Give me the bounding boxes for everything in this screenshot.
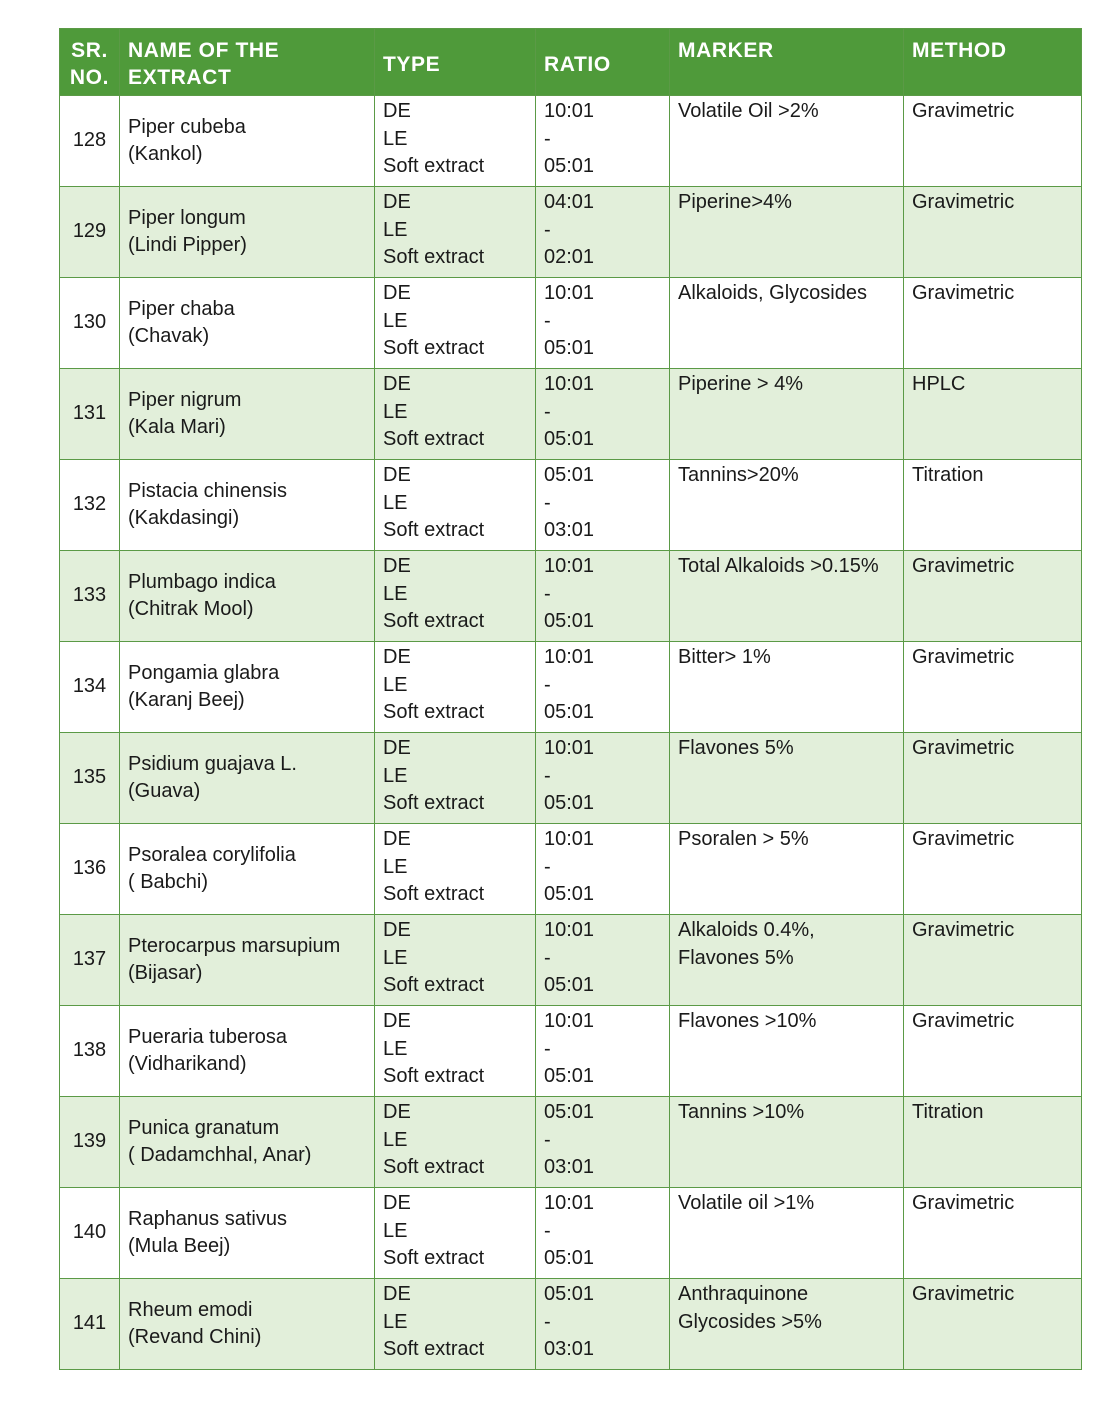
method-cell xyxy=(904,1097,1082,1188)
sr-no-cell xyxy=(60,460,120,551)
header-ratio xyxy=(536,29,670,96)
header-method xyxy=(904,29,1082,96)
ratio-item: 10:01 xyxy=(544,646,595,668)
type-item: LE xyxy=(383,218,408,241)
marker-cell xyxy=(670,369,904,460)
method-text: HPLC xyxy=(912,373,966,395)
table-row xyxy=(60,1188,1082,1279)
sr-no: 130 xyxy=(72,311,107,334)
ratio-cell xyxy=(536,278,670,369)
table-row xyxy=(60,369,1082,460)
header-name-line-2: EXTRACT xyxy=(128,66,232,89)
ratio-item: - xyxy=(544,127,551,150)
marker-cell xyxy=(670,642,904,733)
marker-cell xyxy=(670,1279,904,1370)
ratio-item: 05:01 xyxy=(544,792,595,814)
method-cell xyxy=(904,187,1082,278)
sr-no-cell xyxy=(60,187,120,278)
method-cell xyxy=(904,96,1082,187)
header-sr-line-2: NO. xyxy=(69,66,110,89)
type-cell xyxy=(375,1097,536,1188)
method-text: Gravimetric xyxy=(912,828,1015,850)
sr-no: 131 xyxy=(72,402,107,425)
marker-text: Volatile oil >1% xyxy=(678,1192,815,1214)
type-item: DE xyxy=(383,919,411,941)
type-cell xyxy=(375,1188,536,1279)
type-item: LE xyxy=(383,855,408,878)
ratio-item: 10:01 xyxy=(544,919,595,941)
type-item: LE xyxy=(383,582,408,605)
type-cell xyxy=(375,1279,536,1370)
ratio-item: 05:01 xyxy=(544,428,595,450)
ratio-item: 10:01 xyxy=(544,282,595,304)
ratio-item: 05:01 xyxy=(544,1247,595,1269)
marker-cell xyxy=(670,1097,904,1188)
type-item: DE xyxy=(383,1101,411,1123)
sr-no-cell xyxy=(60,369,120,460)
ratio-item: 05:01 xyxy=(544,974,595,996)
type-item: Soft extract xyxy=(383,428,485,450)
marker-cell xyxy=(670,187,904,278)
method-cell xyxy=(904,915,1082,1006)
type-item: LE xyxy=(383,1219,408,1242)
type-item: Soft extract xyxy=(383,883,485,905)
ratio-cell xyxy=(536,642,670,733)
method-text: Gravimetric xyxy=(912,282,1015,304)
marker-text: Piperine > 4% xyxy=(678,373,804,395)
method-cell xyxy=(904,1279,1082,1370)
marker-text: Flavones >10% xyxy=(678,1010,817,1032)
ratio-item: - xyxy=(544,1128,551,1151)
method-cell xyxy=(904,642,1082,733)
ratio-item: 03:01 xyxy=(544,1338,595,1360)
method-text: Gravimetric xyxy=(912,646,1015,668)
method-text: Titration xyxy=(912,1101,984,1123)
table-row xyxy=(60,1097,1082,1188)
sr-no: 139 xyxy=(72,1130,107,1153)
type-item: Soft extract xyxy=(383,1156,485,1178)
local-name: (Guava) xyxy=(128,780,201,802)
method-cell xyxy=(904,278,1082,369)
header-ratio-label: RATIO xyxy=(544,52,611,76)
type-item: LE xyxy=(383,946,408,969)
extract-name-cell xyxy=(120,642,375,733)
type-item: DE xyxy=(383,1283,411,1305)
ratio-item: 05:01 xyxy=(544,1283,595,1305)
type-item: LE xyxy=(383,309,408,332)
ratio-cell xyxy=(536,96,670,187)
header-sr-line-1: SR. xyxy=(71,39,108,62)
extract-name-cell xyxy=(120,915,375,1006)
ratio-item: 10:01 xyxy=(544,555,595,577)
local-name: (Lindi Pipper) xyxy=(128,234,247,256)
ratio-item: - xyxy=(544,1310,551,1333)
type-item: Soft extract xyxy=(383,701,485,723)
ratio-cell xyxy=(536,369,670,460)
method-text: Gravimetric xyxy=(912,1283,1015,1305)
header-sr-no xyxy=(60,29,120,96)
header-marker-label: MARKER xyxy=(678,39,774,62)
method-cell xyxy=(904,369,1082,460)
ratio-item: - xyxy=(544,400,551,423)
table-row xyxy=(60,642,1082,733)
botanical-name: Punica granatum xyxy=(128,1116,280,1139)
local-name: ( Dadamchhal, Anar) xyxy=(128,1144,312,1166)
ratio-item: 05:01 xyxy=(544,883,595,905)
type-item: DE xyxy=(383,100,411,122)
sr-no-cell xyxy=(60,1188,120,1279)
botanical-name: Psoralea corylifolia xyxy=(128,843,296,866)
marker-cell xyxy=(670,96,904,187)
ratio-item: 05:01 xyxy=(544,464,595,486)
type-item: LE xyxy=(383,1310,408,1333)
marker-text: Total Alkaloids >0.15% xyxy=(678,555,879,577)
ratio-item: - xyxy=(544,309,551,332)
botanical-name: Piper cubeba xyxy=(128,115,246,138)
ratio-cell xyxy=(536,1006,670,1097)
type-item: Soft extract xyxy=(383,1338,485,1360)
extract-name-cell xyxy=(120,278,375,369)
local-name: (Mula Beej) xyxy=(128,1235,231,1257)
marker-cell xyxy=(670,915,904,1006)
sr-no-cell xyxy=(60,1097,120,1188)
ratio-item: - xyxy=(544,764,551,787)
botanical-name: Piper chaba xyxy=(128,297,235,320)
type-item: LE xyxy=(383,1037,408,1060)
method-cell xyxy=(904,733,1082,824)
botanical-name: Pueraria tuberosa xyxy=(128,1025,287,1048)
local-name: (Kakdasingi) xyxy=(128,507,240,529)
type-item: LE xyxy=(383,127,408,150)
botanical-name: Pongamia glabra xyxy=(128,661,280,684)
type-item: LE xyxy=(383,1128,408,1151)
botanical-name: Pterocarpus marsupium xyxy=(128,934,341,957)
ratio-item: - xyxy=(544,582,551,605)
sr-no-cell xyxy=(60,278,120,369)
method-text: Gravimetric xyxy=(912,737,1015,759)
type-item: Soft extract xyxy=(383,792,485,814)
type-item: DE xyxy=(383,646,411,668)
type-cell xyxy=(375,96,536,187)
ratio-item: 03:01 xyxy=(544,1156,595,1178)
extract-name-cell xyxy=(120,824,375,915)
sr-no-cell xyxy=(60,642,120,733)
method-cell xyxy=(904,1006,1082,1097)
method-text: Gravimetric xyxy=(912,555,1015,577)
method-cell xyxy=(904,460,1082,551)
type-item: DE xyxy=(383,555,411,577)
extract-name-cell xyxy=(120,1279,375,1370)
marker-text: Flavones 5% xyxy=(678,946,794,969)
extract-name-cell xyxy=(120,187,375,278)
botanical-name: Plumbago indica xyxy=(128,570,276,593)
ratio-item: - xyxy=(544,946,551,969)
type-cell xyxy=(375,1006,536,1097)
marker-text: Anthraquinone xyxy=(678,1283,809,1305)
method-text: Gravimetric xyxy=(912,1010,1015,1032)
marker-cell xyxy=(670,1006,904,1097)
local-name: (Karanj Beej) xyxy=(128,689,245,711)
type-item: DE xyxy=(383,191,411,213)
type-item: LE xyxy=(383,764,408,787)
type-cell xyxy=(375,915,536,1006)
method-cell xyxy=(904,824,1082,915)
marker-cell xyxy=(670,733,904,824)
type-item: Soft extract xyxy=(383,974,485,996)
ratio-item: 05:01 xyxy=(544,1065,595,1087)
marker-cell xyxy=(670,1188,904,1279)
type-cell xyxy=(375,278,536,369)
ratio-item: 10:01 xyxy=(544,100,595,122)
ratio-item: 05:01 xyxy=(544,337,595,359)
method-text: Gravimetric xyxy=(912,1192,1015,1214)
ratio-item: 10:01 xyxy=(544,373,595,395)
type-cell xyxy=(375,551,536,642)
ratio-cell xyxy=(536,1279,670,1370)
method-text: Titration xyxy=(912,464,984,486)
ratio-item: - xyxy=(544,855,551,878)
type-item: Soft extract xyxy=(383,337,485,359)
sr-no-cell xyxy=(60,915,120,1006)
ratio-item: 10:01 xyxy=(544,737,595,759)
ratio-item: 03:01 xyxy=(544,519,595,541)
sr-no: 137 xyxy=(72,948,107,971)
ratio-item: 05:01 xyxy=(544,610,595,632)
method-text: Gravimetric xyxy=(912,100,1015,122)
marker-cell xyxy=(670,824,904,915)
header-name-line-1: NAME OF THE xyxy=(128,39,280,62)
marker-text: Tannins>20% xyxy=(678,464,799,486)
marker-text: Alkaloids, Glycosides xyxy=(678,282,867,304)
extract-table-container xyxy=(59,28,1081,1370)
type-item: LE xyxy=(383,400,408,423)
ratio-item: 05:01 xyxy=(544,155,595,177)
local-name: (Kankol) xyxy=(128,143,203,165)
table-row xyxy=(60,96,1082,187)
sr-no: 132 xyxy=(72,493,107,516)
table-row xyxy=(60,1279,1082,1370)
type-item: LE xyxy=(383,491,408,514)
type-cell xyxy=(375,460,536,551)
table-row xyxy=(60,551,1082,642)
ratio-item: 10:01 xyxy=(544,828,595,850)
local-name: (Chavak) xyxy=(128,325,210,347)
marker-text: Alkaloids 0.4%, xyxy=(678,919,815,941)
ratio-cell xyxy=(536,551,670,642)
ratio-item: 05:01 xyxy=(544,701,595,723)
sr-no: 136 xyxy=(72,857,107,880)
botanical-name: Psidium guajava L. xyxy=(128,752,297,775)
botanical-name: Rheum emodi xyxy=(128,1298,253,1321)
ratio-item: 02:01 xyxy=(544,246,595,268)
type-item: Soft extract xyxy=(383,610,485,632)
table-header-row xyxy=(60,29,1082,96)
local-name: (Chitrak Mool) xyxy=(128,598,254,620)
ratio-cell xyxy=(536,824,670,915)
sr-no: 140 xyxy=(72,1221,107,1244)
sr-no-cell xyxy=(60,551,120,642)
method-text: Gravimetric xyxy=(912,919,1015,941)
extract-name-cell xyxy=(120,733,375,824)
table-row xyxy=(60,1006,1082,1097)
header-method-label: METHOD xyxy=(912,39,1007,62)
type-cell xyxy=(375,187,536,278)
marker-text: Flavones 5% xyxy=(678,737,794,759)
extract-table xyxy=(59,28,1082,1370)
ratio-cell xyxy=(536,1097,670,1188)
ratio-item: - xyxy=(544,1219,551,1242)
ratio-item: - xyxy=(544,673,551,696)
table-row xyxy=(60,187,1082,278)
marker-text: Tannins >10% xyxy=(678,1101,805,1123)
botanical-name: Raphanus sativus xyxy=(128,1207,287,1230)
type-item: DE xyxy=(383,828,411,850)
extract-name-cell xyxy=(120,551,375,642)
sr-no: 135 xyxy=(72,766,107,789)
sr-no: 128 xyxy=(72,129,107,152)
marker-text: Glycosides >5% xyxy=(678,1310,822,1333)
extract-name-cell xyxy=(120,1097,375,1188)
ratio-item: - xyxy=(544,491,551,514)
local-name: (Revand Chini) xyxy=(128,1326,262,1348)
marker-text: Psoralen > 5% xyxy=(678,828,809,850)
header-marker xyxy=(670,29,904,96)
botanical-name: Pistacia chinensis xyxy=(128,479,287,502)
type-item: Soft extract xyxy=(383,155,485,177)
extract-name-cell xyxy=(120,460,375,551)
ratio-cell xyxy=(536,915,670,1006)
type-item: Soft extract xyxy=(383,519,485,541)
ratio-cell xyxy=(536,187,670,278)
sr-no: 134 xyxy=(72,675,107,698)
type-item: DE xyxy=(383,464,411,486)
method-cell xyxy=(904,1188,1082,1279)
local-name: (Vidharikand) xyxy=(128,1053,247,1075)
ratio-item: 10:01 xyxy=(544,1010,595,1032)
type-cell xyxy=(375,733,536,824)
marker-cell xyxy=(670,278,904,369)
sr-no-cell xyxy=(60,96,120,187)
header-name-of-extract xyxy=(120,29,375,96)
ratio-item: - xyxy=(544,218,551,241)
sr-no: 129 xyxy=(72,220,107,243)
botanical-name: Piper longum xyxy=(128,206,246,229)
type-item: DE xyxy=(383,737,411,759)
botanical-name: Piper nigrum xyxy=(128,388,242,411)
ratio-cell xyxy=(536,460,670,551)
extract-name-cell xyxy=(120,1188,375,1279)
sr-no: 133 xyxy=(72,584,107,607)
table-body xyxy=(60,96,1082,1370)
table-row xyxy=(60,733,1082,824)
sr-no-cell xyxy=(60,1279,120,1370)
method-cell xyxy=(904,551,1082,642)
extract-name-cell xyxy=(120,369,375,460)
sr-no-cell xyxy=(60,1006,120,1097)
table-row xyxy=(60,460,1082,551)
method-text: Gravimetric xyxy=(912,191,1015,213)
type-item: DE xyxy=(383,373,411,395)
marker-cell xyxy=(670,460,904,551)
marker-text: Bitter> 1% xyxy=(678,646,771,668)
ratio-item: 05:01 xyxy=(544,1101,595,1123)
header-type xyxy=(375,29,536,96)
type-item: Soft extract xyxy=(383,1247,485,1269)
table-row xyxy=(60,915,1082,1006)
type-item: DE xyxy=(383,1192,411,1214)
marker-cell xyxy=(670,551,904,642)
table-row xyxy=(60,824,1082,915)
type-item: Soft extract xyxy=(383,1065,485,1087)
ratio-item: 10:01 xyxy=(544,1192,595,1214)
table-row xyxy=(60,278,1082,369)
type-item: DE xyxy=(383,282,411,304)
ratio-item: 04:01 xyxy=(544,191,595,213)
local-name: (Bijasar) xyxy=(128,962,203,984)
type-item: DE xyxy=(383,1010,411,1032)
type-cell xyxy=(375,824,536,915)
header-type-label: TYPE xyxy=(383,52,441,76)
sr-no-cell xyxy=(60,824,120,915)
marker-text: Volatile Oil >2% xyxy=(678,100,819,122)
sr-no-cell xyxy=(60,733,120,824)
ratio-cell xyxy=(536,1188,670,1279)
local-name: (Kala Mari) xyxy=(128,416,226,438)
type-item: Soft extract xyxy=(383,246,485,268)
local-name: ( Babchi) xyxy=(128,871,209,893)
sr-no: 141 xyxy=(72,1312,107,1335)
type-cell xyxy=(375,369,536,460)
marker-text: Piperine>4% xyxy=(678,191,792,213)
extract-name-cell xyxy=(120,96,375,187)
sr-no: 138 xyxy=(72,1039,107,1062)
type-cell xyxy=(375,642,536,733)
ratio-item: - xyxy=(544,1037,551,1060)
extract-name-cell xyxy=(120,1006,375,1097)
type-item: LE xyxy=(383,673,408,696)
ratio-cell xyxy=(536,733,670,824)
